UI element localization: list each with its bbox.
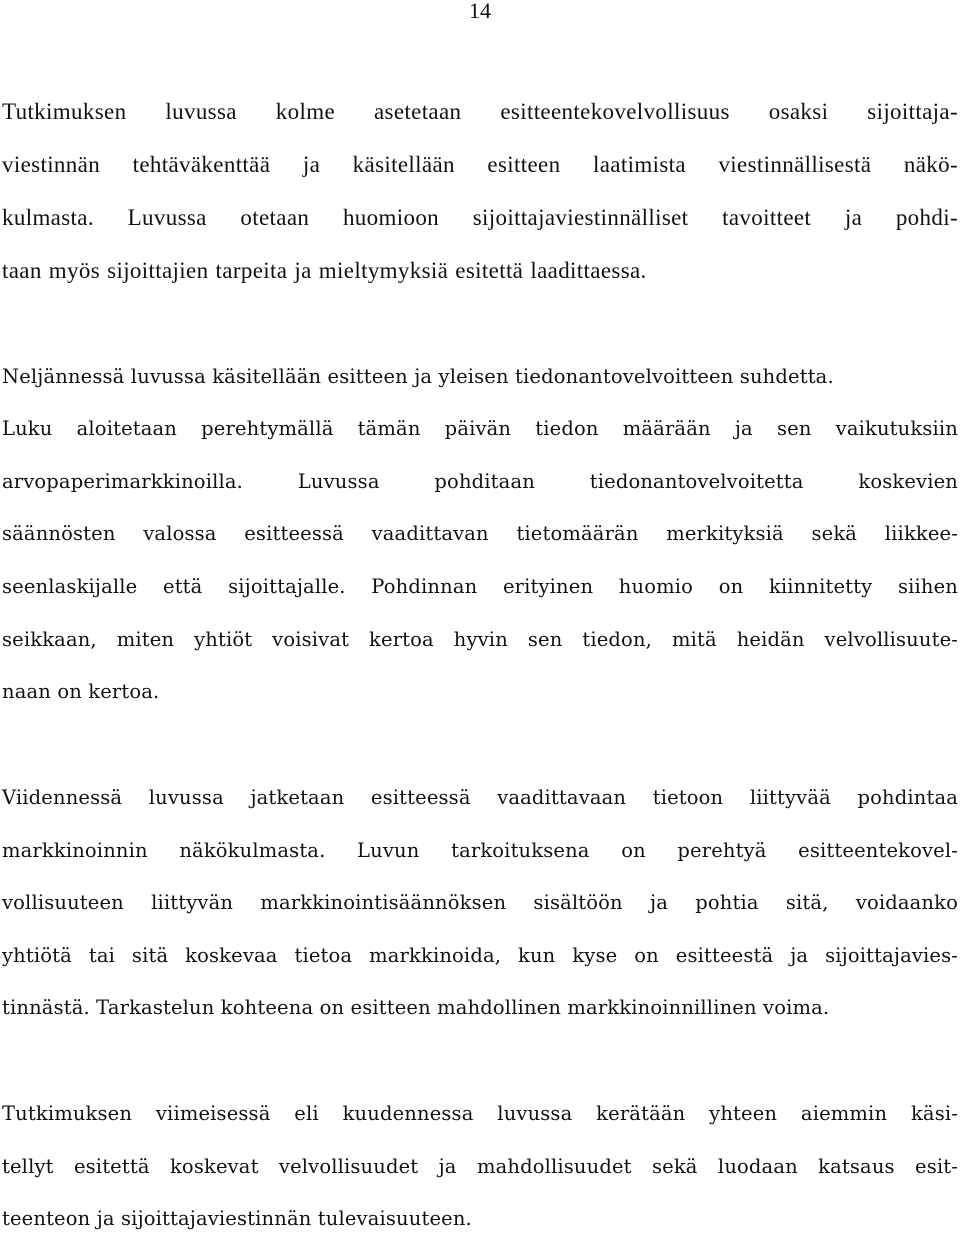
text-line: naan on kertoa. bbox=[2, 680, 160, 703]
page-number: 14 bbox=[469, 0, 491, 23]
text-line: tinnästä. Tarkastelun kohteena on esitteen mahdollinen markkinoinnillinen voima. bbox=[2, 996, 830, 1019]
text-line: markkinoinnin näkökulmasta. Luvun tarkoituksena on perehtyä esitteentekovel- bbox=[2, 839, 958, 862]
text-line: viestinnän tehtäväkenttää ja käsitellään esitteen laatimista viestinnällisestä näkö- bbox=[2, 152, 958, 177]
text-line: vollisuuteen liittyvän markkinointisäännöksen sisältöön ja pohtia sitä, voidaanko bbox=[2, 891, 958, 914]
text-line: Viidennessä luvussa jatketaan esitteessä vaadittavaan tietoon liittyvää pohdintaa bbox=[2, 786, 958, 809]
text-line: seenlaskijalle että sijoittajalle. Pohdinnan erityinen huomio on kiinnitetty siihen bbox=[2, 575, 958, 598]
text-line: Tutkimuksen luvussa kolme asetetaan esitteentekovelvollisuus osaksi sijoittaja- bbox=[2, 99, 958, 124]
text-line: säännösten valossa esitteessä vaadittavan tietomäärän merkityksiä sekä liikkee- bbox=[2, 522, 958, 545]
text-line: taan myös sijoittajien tarpeita ja mieltymyksiä esitettä laadittaessa. bbox=[2, 258, 647, 283]
text-line: tellyt esitettä koskevat velvollisuudet ja mahdollisuudet sekä luodaan katsaus esit- bbox=[2, 1155, 958, 1178]
text-line: teenteon ja sijoittajaviestinnän tulevaisuuteen. bbox=[2, 1207, 472, 1230]
text-line: arvopaperimarkkinoilla. Luvussa pohditaan tiedonantovelvoitetta koskevien bbox=[2, 470, 958, 493]
text-line: Tutkimuksen viimeisessä eli kuudennessa luvussa kerätään yhteen aiemmin käsi- bbox=[2, 1102, 958, 1125]
text-line: Luku aloitetaan perehtymällä tämän päivän tiedon määrään ja sen vaikutuksiin bbox=[2, 417, 958, 440]
text-line: Neljännessä luvussa käsitellään esitteen ja yleisen tiedonantovelvoitteen suhdetta. bbox=[2, 365, 834, 388]
text-line: kulmasta. Luvussa otetaan huomioon sijoittajaviestinnälliset tavoitteet ja pohdi- bbox=[2, 205, 958, 230]
text-line: seikkaan, miten yhtiöt voisivat kertoa hyvin sen tiedon, mitä heidän velvollisuute- bbox=[2, 628, 958, 651]
text-line: yhtiötä tai sitä koskevaa tietoa markkinoida, kun kyse on esitteestä ja sijoittajavies- bbox=[2, 944, 958, 967]
